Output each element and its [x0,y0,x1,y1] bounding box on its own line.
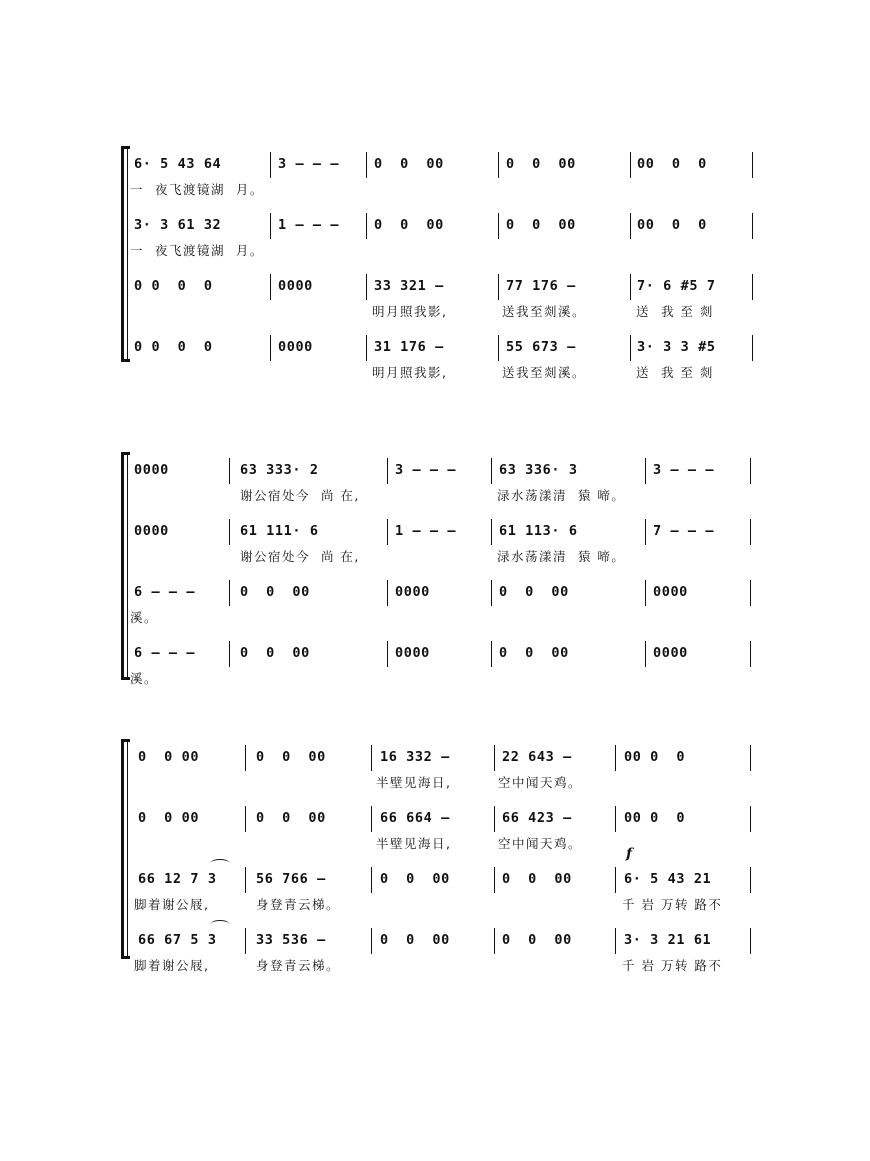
barline [615,745,616,771]
voice-part-bass [0,926,870,986]
measure-notes: 0000 [395,584,430,600]
lyric-line: 一 夜飞渡镜湖 月。 [130,182,264,197]
barline [371,745,372,771]
barline [752,335,753,361]
barline [245,867,246,893]
barline [366,152,367,178]
lyric-line: 溪。 [130,610,159,625]
voice-part-alto [0,517,870,577]
measure-notes: 0 0 00 [502,871,572,887]
measure-notes: 63 336· 3 [499,462,578,478]
voice-part-bass [0,333,870,393]
lyric-line: 千 岩 万转 路不 [622,958,723,973]
measure-notes: 56 766 – [256,871,326,887]
measure-notes: 7 – – – [653,523,715,539]
barline [229,641,230,667]
measure-notes: 3 – – – [278,156,340,172]
lyric-line: 千 岩 万转 路不 [622,897,723,912]
measure-notes: 33 536 – [256,932,326,948]
measure-notes: 0 0 00 [240,645,310,661]
measure-notes: 0000 [653,584,688,600]
lyric-line: 送我至剡溪。 [502,365,587,380]
barline [371,867,372,893]
barline [498,152,499,178]
measure-notes: 6 – – – [134,645,196,661]
measure-notes: 77 176 – [506,278,576,294]
measure-notes: 00 0 0 [637,156,707,172]
lyric-line: 渌水荡漾清 猿 啼。 [497,488,626,503]
measure-notes: 0 0 00 [256,810,326,826]
barline [752,152,753,178]
voice-part-tenor [0,865,870,925]
measure-notes: 16 332 – [380,749,450,765]
barline [750,867,751,893]
barline [491,519,492,545]
barline [645,580,646,606]
lyric-line: 送 我 至 剡 [636,365,714,380]
barline [229,458,230,484]
voice-part-soprano [0,743,870,803]
barline [645,458,646,484]
lyric-line: 身登青云梯。 [256,958,341,973]
measure-notes: 0000 [134,523,169,539]
measure-notes: 3· 3 21 61 [624,932,712,948]
barline [245,928,246,954]
barline [615,867,616,893]
measure-notes: 0 0 00 [240,584,310,600]
measure-notes: 66 67 5 3 [138,932,217,948]
barline [387,580,388,606]
barline [491,458,492,484]
lyric-line: 送 我 至 剡 [636,304,714,319]
barline [750,641,751,667]
lyric-line: 明月照我影, [372,365,448,380]
measure-notes: 66 12 7 3 [138,871,217,887]
voice-part-tenor [0,578,870,638]
measure-notes: 0000 [395,645,430,661]
barline [371,928,372,954]
measure-notes: 0 0 00 [256,749,326,765]
lyric-line: 一 夜飞渡镜湖 月。 [130,243,264,258]
measure-notes: 6 – – – [134,584,196,600]
measure-notes: 0000 [653,645,688,661]
barline [229,580,230,606]
measure-notes: 0000 [278,278,313,294]
barline [270,335,271,361]
barline [245,806,246,832]
voice-part-soprano [0,150,870,210]
barline [494,806,495,832]
barline [229,519,230,545]
barline [615,806,616,832]
measure-notes: 63 333· 2 [240,462,319,478]
measure-notes: 00 0 0 [624,810,686,826]
barline [494,928,495,954]
barline [387,641,388,667]
measure-notes: 00 0 0 [637,217,707,233]
barline [270,274,271,300]
lyric-line: 溪。 [130,671,159,686]
barline [630,335,631,361]
barline [270,213,271,239]
barline [366,274,367,300]
measure-notes: 55 673 – [506,339,576,355]
barline [491,580,492,606]
measure-notes: 3 – – – [395,462,457,478]
barline [491,641,492,667]
barline [645,519,646,545]
measure-notes: 3· 3 3 #5 [637,339,716,355]
barline [750,519,751,545]
barline [498,274,499,300]
measure-notes: 1 – – – [278,217,340,233]
measure-notes: 22 643 – [502,749,572,765]
lyric-line: 脚着谢公屐, [134,897,210,912]
measure-notes: 66 664 – [380,810,450,826]
barline [498,213,499,239]
measure-notes: 61 111· 6 [240,523,319,539]
voice-part-alto [0,804,870,864]
lyric-line: 脚着谢公屐, [134,958,210,973]
voice-part-alto [0,211,870,271]
barline [750,458,751,484]
barline [387,519,388,545]
barline [371,806,372,832]
lyric-line: 半壁见海日, [376,775,452,790]
barline [750,745,751,771]
bracket-hook-top [121,452,130,455]
lyric-line: 谢公宿处今 尚 在, [240,549,360,564]
barline [752,213,753,239]
voice-part-bass [0,639,870,699]
measure-notes: 0 0 00 [380,871,450,887]
measure-notes: 61 113· 6 [499,523,578,539]
measure-notes: 0 0 00 [138,810,200,826]
measure-notes: 33 321 – [374,278,444,294]
barline [366,213,367,239]
barline [630,152,631,178]
measure-notes: 0 0 00 [502,932,572,948]
barline [752,274,753,300]
lyric-line: 空中闻天鸡。 [498,775,583,790]
measure-notes: 0 0 0 0 [134,278,213,294]
barline [245,745,246,771]
measure-notes: 31 176 – [374,339,444,355]
measure-notes: 7· 6 #5 7 [637,278,716,294]
measure-notes: 3 – – – [653,462,715,478]
voice-part-soprano [0,456,870,516]
measure-notes: 00 0 0 [624,749,686,765]
measure-notes: 0 0 00 [499,584,569,600]
measure-notes: 0 0 00 [380,932,450,948]
bracket-hook-top [121,146,130,149]
lyric-line: 渌水荡漾清 猿 啼。 [497,549,626,564]
barline [494,745,495,771]
barline [750,928,751,954]
measure-notes: 0 0 00 [374,156,444,172]
measure-notes: 0 0 00 [138,749,200,765]
measure-notes: 0000 [278,339,313,355]
barline [750,806,751,832]
barline [630,213,631,239]
measure-notes: 0 0 00 [374,217,444,233]
measure-notes: 6· 5 43 21 [624,871,712,887]
slur-mark [210,859,230,868]
lyric-line: 送我至剡溪。 [502,304,587,319]
measure-notes: 0000 [134,462,169,478]
barline [498,335,499,361]
lyric-line: 空中闻天鸡。 [498,836,583,851]
measure-notes: 66 423 – [502,810,572,826]
bracket-hook-top [121,739,130,742]
barline [494,867,495,893]
lyric-line: 明月照我影, [372,304,448,319]
measure-notes: 0 0 0 0 [134,339,213,355]
lyric-line: 身登青云梯。 [256,897,341,912]
measure-notes: 1 – – – [395,523,457,539]
barline [750,580,751,606]
voice-part-tenor [0,272,870,332]
forte-dynamic-mark: f [626,846,633,862]
barline [387,458,388,484]
measure-notes: 6· 5 43 64 [134,156,222,172]
slur-mark [210,920,230,929]
barline [630,274,631,300]
measure-notes: 0 0 00 [499,645,569,661]
lyric-line: 半壁见海日, [376,836,452,851]
barline [615,928,616,954]
barline [645,641,646,667]
lyric-line: 谢公宿处今 尚 在, [240,488,360,503]
barline [366,335,367,361]
barline [270,152,271,178]
measure-notes: 3· 3 61 32 [134,217,222,233]
measure-notes: 0 0 00 [506,156,576,172]
measure-notes: 0 0 00 [506,217,576,233]
